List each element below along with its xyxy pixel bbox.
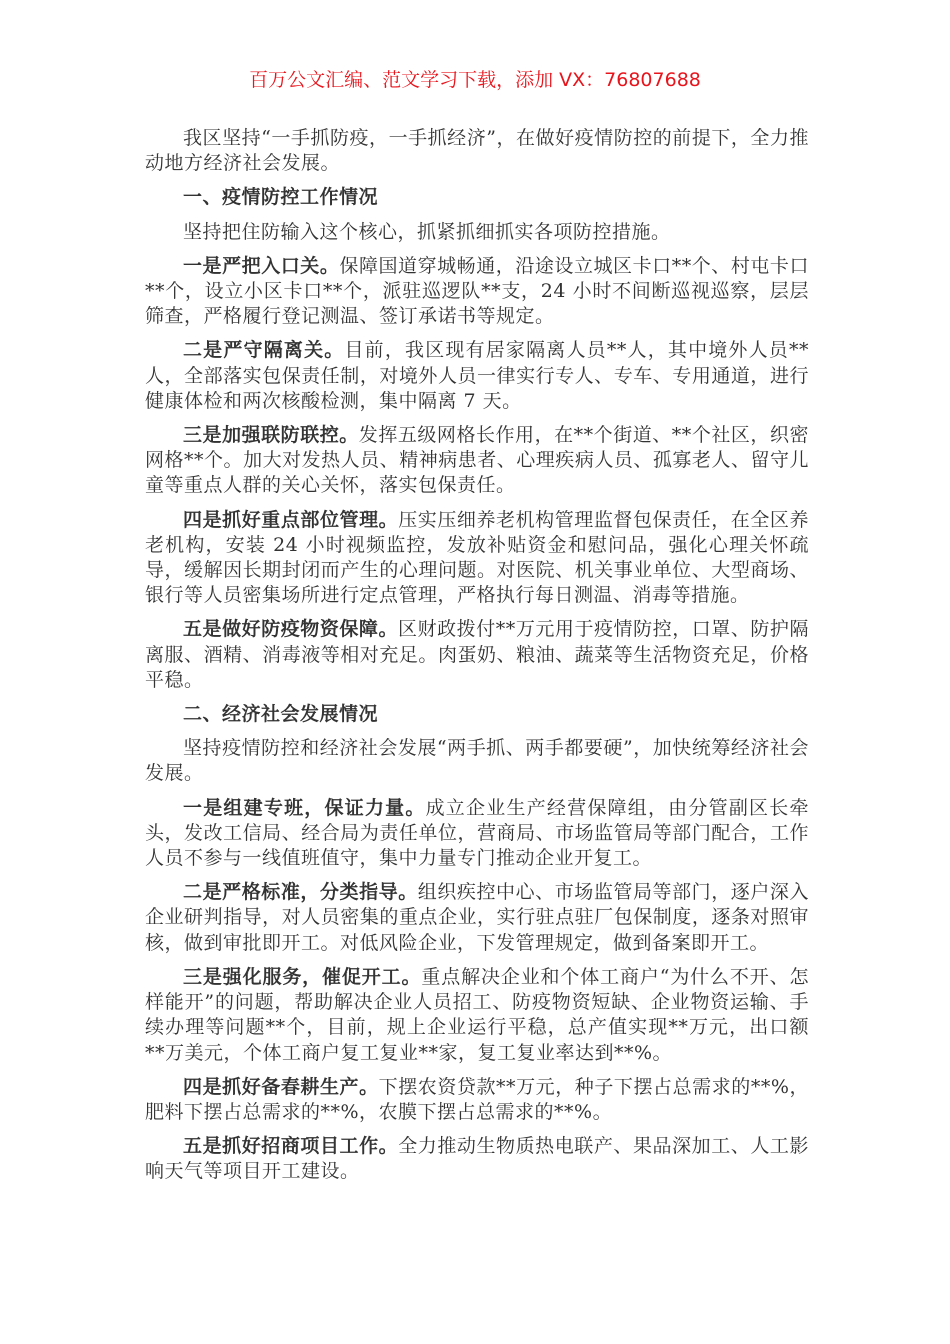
item-body: 发挥五级网格长作用，在**个街道、**个社区，织密网格**个。加大对发热人员、精神病患者、心理疾病人员、孤寡老人、留守儿童等重点人群的关心关怀，落实包保责任。 [145, 424, 809, 497]
item-body: 保障国道穿城畅通，沿途设立城区卡口**个、村屯卡口**个，设立小区卡口**个，派驻巡逻队**支，24 小时不间断巡视巡察，层层筛查，严格履行登记测温、签订承诺书等规定。 [145, 254, 809, 328]
intro-paragraph: 我区坚持“一手抓防疫，一手抓经济”，在做好疫情防控的前提下，全力推动地方经济社会发展。 [145, 127, 809, 175]
epidemic-item-4 [145, 508, 809, 609]
epidemic-item-1 [145, 254, 809, 330]
economy-item-1 [145, 796, 809, 872]
item-lead: 二是严守隔离关。 [183, 339, 345, 362]
epidemic-item-3 [145, 423, 809, 499]
economy-item-5 [145, 1134, 809, 1184]
epidemic-item-5 [145, 617, 809, 693]
item-lead: 四是抓好备春耕生产。 [183, 1075, 379, 1098]
item-lead: 五是做好防疫物资保障。 [183, 618, 399, 641]
item-body: 组织疾控中心、市场监管局等部门，逐户深入企业研判指导，对人员密集的重点企业，实行驻点驻厂包保制度，逐条对照审核，做到审批即开工。对低风险企业，下发管理规定，做到备案即开工。 [145, 881, 809, 954]
item-lead: 五是抓好招商项目工作。 [183, 1135, 399, 1158]
epidemic-item-2 [145, 338, 809, 414]
item-lead: 一是组建专班，保证力量。 [183, 796, 426, 819]
item-body: 全力推动生物质热电联产、果品深加工、人工影响天气等项目开工建设。 [145, 1135, 809, 1183]
download-banner: 百万公文汇编、范文学习下载，添加 VX：76807688 [249, 69, 701, 91]
item-lead: 三是强化服务，催促开工。 [183, 965, 422, 988]
section-heading-economy: 二、经济社会发展情况 [183, 703, 379, 726]
item-lead: 一是严把入口关。 [183, 254, 340, 277]
economy-item-2 [145, 880, 809, 956]
section-summary-epidemic: 坚持把住防输入这个核心，抓紧抓细抓实各项防控措施。 [183, 220, 671, 243]
economy-item-3 [145, 965, 809, 1066]
item-body: 重点解决企业和个体工商户“为什么不开、怎样能开”的问题，帮助解决企业人员招工、防疫物资短缺、企业物资运输、手续办理等问题**个，目前，规上企业运行平稳，总产值实现**万元，出口额**万美元，个体工商户复工复业**家，复工复业率达到**%。 [145, 965, 809, 1064]
economy-item-4 [145, 1075, 809, 1125]
item-body: 下摆农资贷款**万元，种子下摆占总需求的**%，肥料下摆占总需求的**%，农膜下摆占总需求的**%。 [145, 1075, 809, 1123]
item-body: 区财政拨付**万元用于疫情防控，口罩、防护隔离服、酒精、消毒液等相对充足。肉蛋奶、粮油、蔬菜等生活物资充足，价格平稳。 [145, 618, 809, 691]
item-lead: 三是加强联防联控。 [183, 424, 359, 447]
section-summary-economy: 坚持疫情防控和经济社会发展“两手抓、两手都要硬”，加快统筹经济社会发展。 [145, 737, 809, 785]
document-body [145, 126, 809, 1194]
section-heading-epidemic: 一、疫情防控工作情况 [183, 186, 379, 209]
item-lead: 四是抓好重点部位管理。 [183, 508, 399, 531]
item-body: 目前，我区现有居家隔离人员**人，其中境外人员**人，全部落实包保责任制，对境外人员一律实行专人、专车、专用通道，进行健康体检和两次核酸检测，集中隔离 7 天。 [145, 339, 809, 412]
item-body: 成立企业生产经营保障组，由分管副区长牵头，发改工信局、经合局为责任单位，营商局、市场监管局等部门配合，工作人员不参与一线值班值守，集中力量专门推动企业开复工。 [145, 796, 809, 870]
item-body: 压实压细养老机构管理监督包保责任，在全区养老机构，安装 24 小时视频监控，发放补贴资金和慰问品，强化心理关怀疏导，缓解因长期封闭而产生的心理问题。对医院、机关事业单位、大型商场、银行等人员密集场所进行定点管理，严格执行每日测温、消毒等措施。 [145, 508, 809, 607]
item-lead: 二是严格标准，分类指导。 [183, 881, 418, 904]
